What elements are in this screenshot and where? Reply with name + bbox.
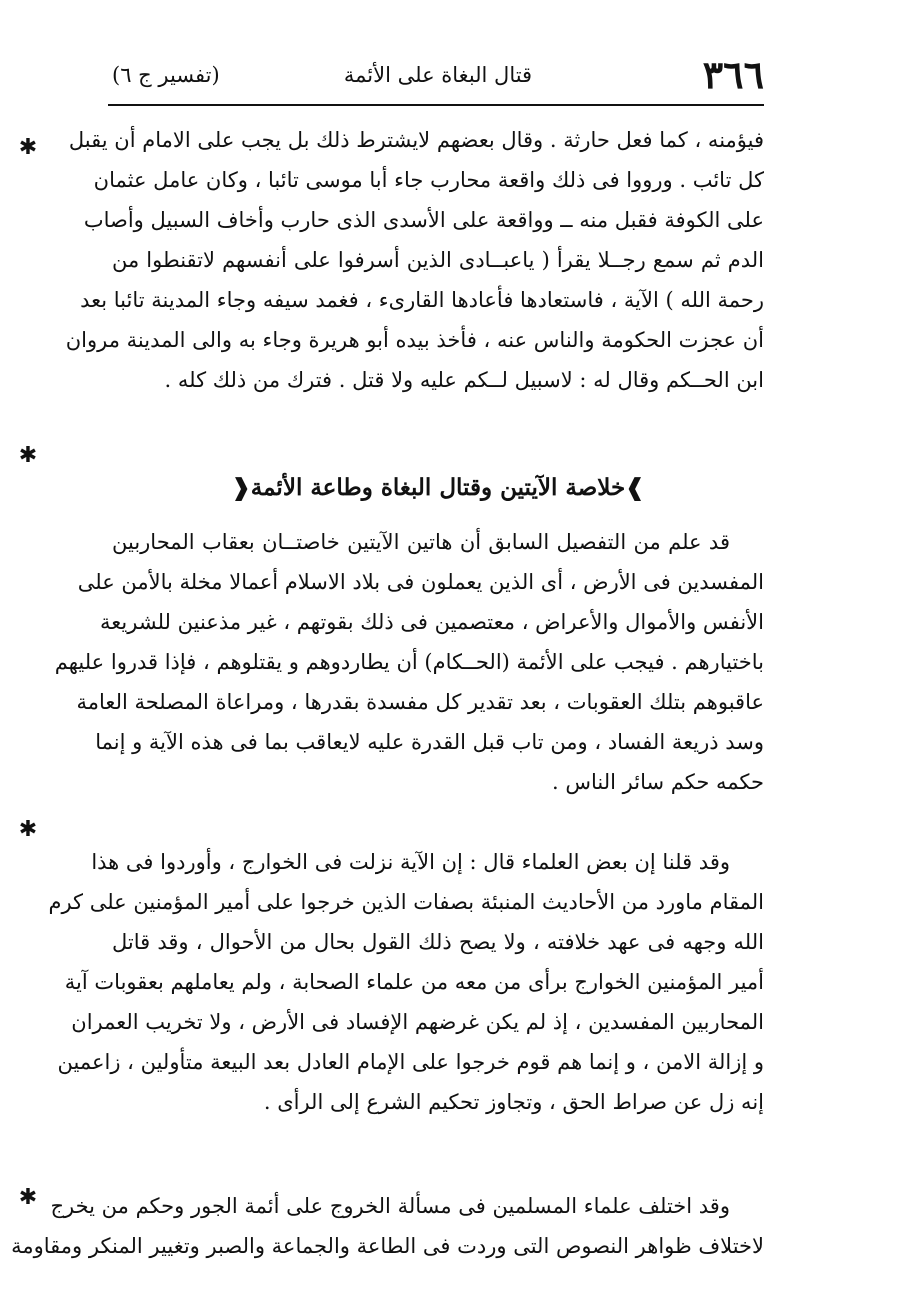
text-line: باختيارهم . فيجب على الأئمة (الحــكام) أن يطاردوهم و يقتلوهم ، فإذا قدروا عليهم (54, 650, 764, 674)
text-line: المفسدين فى الأرض ، أى الذين يعملون فى بلاد الاسلام أعمالا مخلة بالأمن على (77, 570, 764, 594)
paragraph-block-2 (54, 522, 764, 802)
margin-mark: ✱ (18, 135, 38, 160)
paragraph-block-1 (65, 120, 764, 400)
text-line: كل تائب . ورووا فى ذلك واقعة محارب جاء أبا موسى تائبا ، وكان عامل عثمان (93, 168, 764, 192)
header-rule (108, 104, 764, 106)
paragraph-block-4 (11, 1186, 764, 1266)
margin-mark: ✱ (18, 817, 38, 842)
running-title: قتال البغاة على الأئمة (343, 63, 533, 87)
text-line: قد علم من التفصيل السابق أن هاتين الآيتين خاصتــان بعقاب المحاربين (112, 530, 730, 554)
text-line: ابن الحــكم وقال له : لاسبيل لــكم عليه ولا قتل . فترك من ذلك كله . (164, 368, 764, 392)
paragraph-block-3 (48, 842, 764, 1122)
text-line: الله وجهه فى عهد خلافته ، ولا يصح ذلك القول بحال من الأحوال ، وقد قاتل (112, 930, 764, 954)
text-line: حكمه حكم سائر الناس . (552, 770, 764, 794)
text-line: وقد قلنا إن بعض العلماء قال : إن الآية نزلت فى الخوارج ، وأوردوا فى هذا (91, 850, 730, 874)
ornament-right: ❱ (625, 474, 645, 501)
section-heading (112, 466, 764, 510)
page-header (112, 52, 764, 102)
margin-mark: ✱ (18, 443, 38, 468)
volume-label: (تفسير ج ٦) (112, 63, 220, 87)
text-line: أمير المؤمنين الخوارج برأى من معه من علماء الصحابة ، ولم يعاملهم بعقوبات آية (64, 970, 764, 994)
ornament-left: ❰ (231, 474, 251, 501)
text-line: الأنفس والأموال والأعراض ، معتصمين فى ذلك بقوتهم ، غير مذعنين للشريعة (100, 610, 764, 634)
text-line: عاقبوهم بتلك العقوبات ، بعد تقدير كل مفسدة بقدرها ، ومراعاة المصلحة العامة (76, 690, 764, 714)
section-heading-text: خلاصة الآيتين وقتال البغاة وطاعة الأئمة (250, 474, 626, 501)
text-line: فيؤمنه ، كما فعل حارثة . وقال بعضهم لايشترط ذلك بل يجب على الامام أن يقبل (68, 128, 764, 152)
page-number: ٣٦٦ (702, 52, 764, 97)
text-line: المقام ماورد من الأحاديث المنبئة بصفات الذين خرجوا على أمير المؤمنين على كرم (48, 890, 764, 914)
text-line: إنه زل عن صراط الحق ، وتجاوز تحكيم الشرع إلى الرأى . (263, 1090, 764, 1114)
text-line: لاختلاف ظواهر النصوص التى وردت فى الطاعة والجماعة والصبر وتغيير المنكر ومقاومة (11, 1234, 764, 1258)
text-line: وسد ذريعة الفساد ، ومن تاب قبل القدرة عليه لايعاقب بما فى هذه الآية و إنما (95, 730, 764, 754)
text-line: أن عجزت الحكومة والناس عنه ، فأخذ بيده أبو هريرة وجاء به والى المدينة مروان (65, 328, 764, 352)
text-line: وقد اختلف علماء المسلمين فى مسألة الخروج على أئمة الجور وحكم من يخرج (50, 1194, 730, 1218)
text-line: رحمة الله ) الآية ، فاستعادها فأعادها القارىء ، فغمد سيفه وجاء المدينة تائبا بعد (80, 288, 764, 312)
margin-mark: ✱ (18, 1185, 38, 1210)
text-line: على الكوفة فقبل منه ــ وواقعة على الأسدى الذى حارب وأخاف السبيل وأصاب (83, 208, 764, 232)
text-line: المحاربين المفسدين ، إذ لم يكن غرضهم الإفساد فى الأرض ، ولا تخريب العمران (71, 1010, 764, 1034)
text-line: و إزالة الامن ، و إنما هم قوم خرجوا على الإمام العادل بعد البيعة متأولين ، زاعمين (57, 1050, 764, 1074)
text-line: الدم ثم سمع رجــلا يقرأ ( ياعبــادى الذين أسرفوا على أنفسهم لاتقنطوا من (112, 248, 764, 272)
